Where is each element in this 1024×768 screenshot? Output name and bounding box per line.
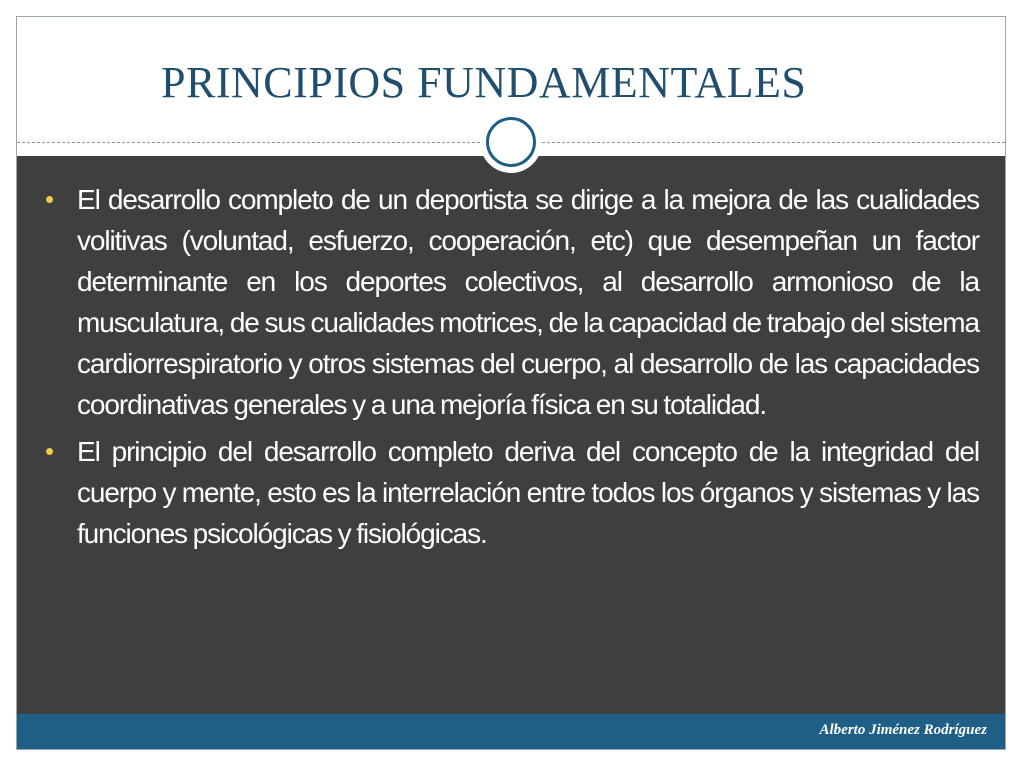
- list-item: [39, 431, 979, 554]
- list-item: [39, 179, 979, 425]
- bullet-text: El desarrollo completo de un deportista se dirige a la mejora de las cualidades volitivas (voluntad, esfuerzo, cooperación, etc) que desempeñan un factor determinante en los deportes colectivos, al desarrollo armonioso de la musculatura, de sus cualidades motrices, de la capacidad de trabajo del sistema cardiorrespiratorio y otros sistemas del cuerpo, al desarrollo de las capacidades coordinativas generales y a una mejoría física en su totalidad.: [77, 184, 979, 420]
- slide-title: PRINCIPIOS FUNDAMENTALES: [161, 58, 807, 107]
- slide: [16, 16, 1006, 750]
- bullet-icon: •: [45, 436, 54, 466]
- bullet-list: [39, 179, 979, 560]
- footer-author: Alberto Jiménez Rodríguez: [819, 722, 987, 738]
- ring-icon: [486, 117, 536, 167]
- bullet-text: El principio del desarrollo completo deriva del concepto de la integridad del cuerpo y mente, esto es la interrelación entre todos los órganos y sistemas y las funciones psicológicas y fisiológicas.: [77, 436, 979, 549]
- footer-band: [17, 714, 1005, 749]
- bullet-icon: •: [45, 184, 54, 214]
